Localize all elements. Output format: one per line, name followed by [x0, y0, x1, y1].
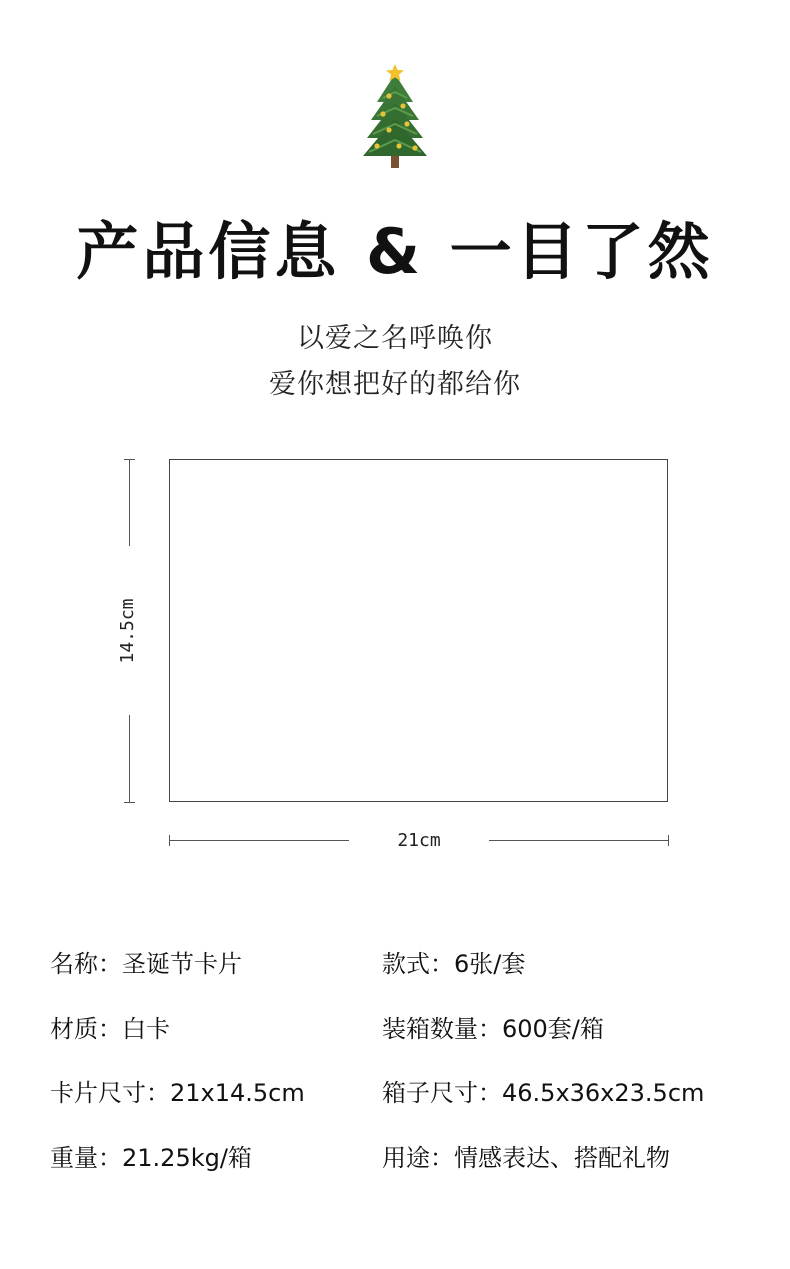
width-dimension-line-left	[169, 840, 349, 841]
spec-carton-quantity	[382, 1013, 604, 1045]
subtitle-line-2: 爱你想把好的都给你	[269, 369, 521, 400]
width-dimension-line-right	[489, 840, 669, 841]
spec-value: 21.25kg/箱	[122, 1144, 252, 1172]
spec-value: 46.5x36x23.5cm	[502, 1079, 705, 1107]
spec-value: 圣诞节卡片	[122, 950, 242, 978]
spec-value: 白卡	[122, 1015, 170, 1043]
height-dimension-tick-bottom	[124, 802, 135, 803]
spec-card-size	[50, 1077, 305, 1109]
spec-carton-size	[382, 1077, 704, 1109]
spec-key: 名称：	[50, 950, 122, 978]
spec-material	[50, 1013, 170, 1045]
spec-key: 材质：	[50, 1015, 122, 1043]
page-title: 产品信息 & 一目了然	[76, 215, 714, 288]
width-dimension-tick-right	[668, 835, 669, 846]
christmas-tree-icon	[355, 62, 435, 172]
height-dimension-line-top	[129, 459, 130, 546]
spec-value: 情感表达、搭配礼物	[454, 1144, 670, 1172]
width-dimension-label: 21cm	[397, 830, 441, 851]
spec-weight	[50, 1142, 252, 1174]
spec-key: 卡片尺寸：	[50, 1079, 170, 1107]
height-dimension-line-bottom	[129, 715, 130, 803]
spec-value: 6张/套	[454, 950, 526, 978]
spec-value: 21x14.5cm	[170, 1079, 305, 1107]
spec-key: 装箱数量：	[382, 1015, 502, 1043]
spec-usage	[382, 1142, 670, 1174]
spec-value: 600套/箱	[502, 1015, 604, 1043]
spec-key: 用途：	[382, 1144, 454, 1172]
spec-key: 款式：	[382, 950, 454, 978]
spec-style	[382, 948, 525, 980]
height-dimension-label: 14.5cm	[117, 598, 138, 664]
spec-key: 箱子尺寸：	[382, 1079, 502, 1107]
spec-name	[50, 948, 242, 980]
subtitle-line-1: 以爱之名呼唤你	[297, 323, 493, 354]
card-outline	[169, 459, 668, 802]
spec-key: 重量：	[50, 1144, 122, 1172]
